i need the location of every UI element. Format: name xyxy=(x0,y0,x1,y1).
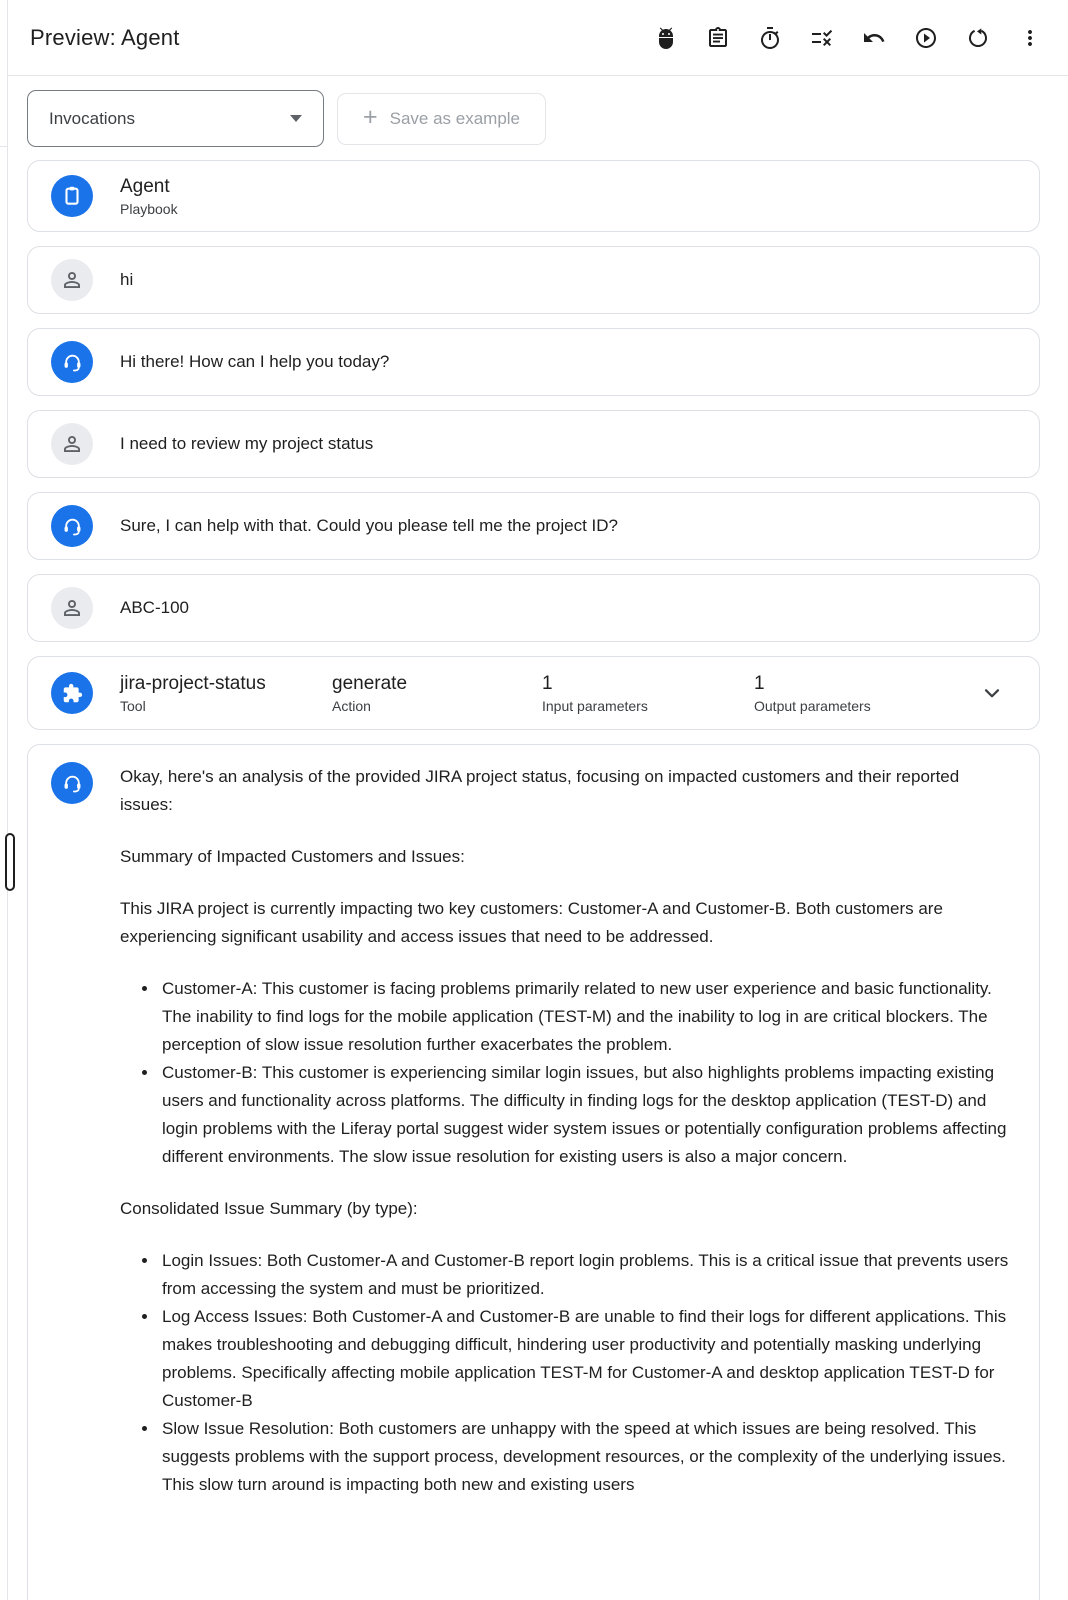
playbook-title: Agent xyxy=(120,175,170,197)
panel-resize-handle[interactable] xyxy=(5,833,15,891)
clipboard-list-icon[interactable] xyxy=(706,26,730,50)
tool-input-label: Input parameters xyxy=(542,697,648,714)
person-icon xyxy=(60,268,84,292)
refresh-icon[interactable] xyxy=(966,26,990,50)
save-as-example-button[interactable] xyxy=(337,93,546,145)
agent-analysis-card xyxy=(27,744,1040,1600)
headset-icon xyxy=(61,515,84,538)
controls-row xyxy=(27,90,1040,147)
more-vertical-icon[interactable] xyxy=(1018,26,1042,50)
list-item: • Log Access Issues: Both Customer-A and Customer-B are unable to find their logs for different applications. This makes troubleshooting and debugging difficult, hindering user productivity and potentially masking underlying problems. Specifically affecting mobile application TEST-M for Customer-A and desktop application TEST-D for Customer-B xyxy=(159,1303,1013,1415)
playbook-avatar xyxy=(51,175,93,217)
agent-avatar xyxy=(51,762,93,804)
conversation-panel xyxy=(8,76,1068,1600)
user-message-row xyxy=(27,410,1040,478)
agent-message-row xyxy=(27,492,1040,560)
message-text: Hi there! How can I help you today? xyxy=(120,352,390,371)
message-text: Sure, I can help with that. Could you please tell me the project ID? xyxy=(120,516,618,535)
puzzle-icon xyxy=(62,683,83,704)
analysis-summary-heading: Summary of Impacted Customers and Issues: xyxy=(120,847,465,866)
tool-output-label: Output parameters xyxy=(754,697,871,714)
person-icon xyxy=(60,432,84,456)
agent-avatar xyxy=(51,505,93,547)
user-avatar xyxy=(51,587,93,629)
user-avatar xyxy=(51,259,93,301)
undo-icon[interactable] xyxy=(862,26,886,50)
playbook-card xyxy=(27,160,1040,232)
tool-action: generate xyxy=(332,672,408,694)
playbook-subtitle: Playbook xyxy=(120,200,178,217)
message-text: I need to review my project status xyxy=(120,434,374,453)
agent-analysis-text xyxy=(120,760,1013,1523)
page-title: Preview: Agent xyxy=(30,24,180,50)
analysis-intro: Okay, here's an analysis of the provided JIRA project status, focusing on impacted customers and their reported issues: xyxy=(120,767,960,814)
expand-chevron-icon[interactable] xyxy=(979,680,1005,706)
save-as-example-label: Save as example xyxy=(389,108,521,128)
chevron-down-icon xyxy=(290,115,302,122)
left-rail-line xyxy=(0,146,7,147)
message-text: hi xyxy=(120,270,134,289)
tool-output-count: 1 xyxy=(754,672,765,694)
tool-action-label: Action xyxy=(332,697,371,714)
tool-name-label: Tool xyxy=(120,697,146,714)
headset-icon xyxy=(61,772,84,795)
clipboard-icon xyxy=(60,184,84,208)
android-robot-icon[interactable] xyxy=(654,26,678,50)
plus-icon: + xyxy=(363,103,378,131)
tool-invocation-card[interactable] xyxy=(27,656,1040,730)
issue-bullet-list xyxy=(120,1247,1013,1499)
agent-message-row xyxy=(27,328,1040,396)
tool-avatar xyxy=(51,672,93,714)
list-item: • Customer-A: This customer is facing problems primarily related to new user experience and basic functionality. The inability to find logs for the mobile application (TEST-M) and the inability to log in are critical blockers. The perception of slow issue resolution further exacerbates the problem. xyxy=(159,975,1013,1059)
list-item: • Customer-B: This customer is experiencing similar login issues, but also highlights problems impacting existing users and functionality across platforms. The difficulty in finding logs for the desktop application (TEST-D) and login problems with the Liferay portal suggest wider system issues or potentially configuration problems affecting different environments. The slow issue resolution for existing users is also a major concern. xyxy=(159,1059,1013,1171)
user-message-row xyxy=(27,574,1040,642)
user-avatar xyxy=(51,423,93,465)
stopwatch-icon[interactable] xyxy=(758,26,782,50)
list-item: • Login Issues: Both Customer-A and Customer-B report login problems. This is a critical issue that prevents users from accessing the system and must be prioritized. xyxy=(159,1247,1013,1303)
header-actions xyxy=(654,26,1042,50)
customer-bullet-list xyxy=(120,975,1013,1171)
message-text: ABC-100 xyxy=(120,598,189,617)
list-item: • Slow Issue Resolution: Both customers are unhappy with the speed at which issues are being resolved. This suggests problems with the support process, development resources, or the complexity of the underlying issues. This slow turn around is impacting both new and existing users xyxy=(159,1415,1013,1499)
analysis-summary-paragraph: This JIRA project is currently impacting two key customers: Customer-A and Customer-B. Both customers are experiencing significant usability and access issues that need to be addressed. xyxy=(120,899,943,946)
headset-icon xyxy=(61,351,84,374)
consolidated-heading: Consolidated Issue Summary (by type): xyxy=(120,1199,418,1218)
person-icon xyxy=(60,596,84,620)
user-message-row xyxy=(27,246,1040,314)
header xyxy=(8,0,1068,76)
rule-checklist-icon[interactable] xyxy=(810,26,834,50)
tool-input-count: 1 xyxy=(542,672,553,694)
agent-avatar xyxy=(51,341,93,383)
invocations-dropdown[interactable] xyxy=(27,90,324,147)
invocations-dropdown-label: Invocations xyxy=(49,108,135,128)
tool-name: jira-project-status xyxy=(120,672,266,694)
play-circle-icon[interactable] xyxy=(914,26,938,50)
